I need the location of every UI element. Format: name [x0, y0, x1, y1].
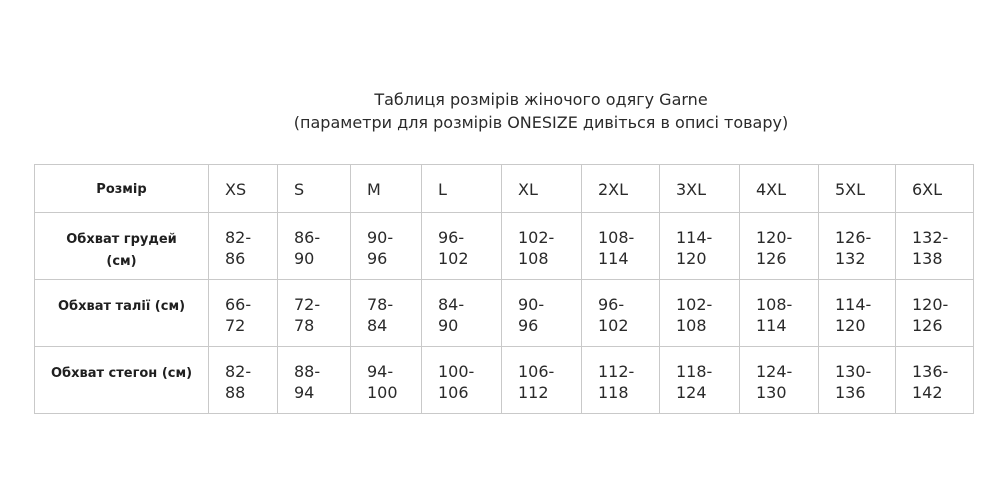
measurement-value-line: 114 [598, 249, 629, 268]
measurement-value-line: 106- [518, 362, 555, 381]
measurement-value-line: 126 [756, 249, 787, 268]
measurement-value-line: 120 [835, 316, 866, 335]
measurement-value-cell [209, 347, 278, 414]
measurement-value-line: 102- [518, 228, 555, 247]
measurement-value-line: 88 [225, 383, 246, 402]
measurement-value-line: 78 [294, 316, 315, 335]
measurement-value-cell [351, 347, 422, 414]
measurement-value-cell [660, 280, 740, 347]
measurement-value-cell [896, 280, 974, 347]
measurement-value-line: 90- [518, 295, 545, 314]
title-line-2: (параметри для розмірів ONESIZE дивіться в описі товару) [293, 113, 789, 132]
measurement-value-cell [502, 213, 582, 280]
measurement-value-line: 86 [225, 249, 246, 268]
measurement-value-cell [740, 347, 819, 414]
measurement-value-line: 96 [367, 249, 388, 268]
title-line-1: Таблиця розмірів жіночого одягу Garne [374, 90, 708, 109]
measurement-value-line: 102 [598, 316, 629, 335]
measurement-value-cell [819, 280, 896, 347]
measurement-value-cell [819, 213, 896, 280]
measurement-value-line: 90 [438, 316, 459, 335]
measurement-value-line: 136- [912, 362, 949, 381]
size-header-label: Розмір [35, 165, 209, 213]
measurement-value-cell [422, 347, 502, 414]
measurement-value-line: 120 [676, 249, 707, 268]
measurement-value-cell [351, 213, 422, 280]
measurement-value-cell [660, 213, 740, 280]
measurement-value-line: 66- [225, 295, 252, 314]
table-row [35, 213, 974, 280]
size-header-cell: 2XL [582, 165, 660, 213]
measurement-value-line: 136 [835, 383, 866, 402]
measurement-value-line: 96- [438, 228, 465, 247]
measurement-value-line: 126 [912, 316, 943, 335]
measurement-label-line: Обхват грудей [66, 232, 177, 247]
measurement-value-line: 84- [438, 295, 465, 314]
measurement-label-line: Обхват стегон (см) [50, 366, 193, 381]
table-title [0, 88, 1000, 134]
measurement-value-cell [278, 213, 351, 280]
measurement-value-cell [422, 280, 502, 347]
measurement-value-line: 82- [225, 362, 252, 381]
size-header-cell: L [422, 165, 502, 213]
size-header-cell: 4XL [740, 165, 819, 213]
measurement-value-line: 102- [676, 295, 713, 314]
measurement-value-line: 82- [225, 228, 252, 247]
measurement-label-line: Обхват талії (см) [57, 299, 186, 314]
measurement-value-cell [351, 280, 422, 347]
measurement-value-line: 108 [676, 316, 707, 335]
measurement-value-cell [502, 280, 582, 347]
measurement-value-line: 124- [756, 362, 793, 381]
measurement-value-line: 96- [598, 295, 625, 314]
size-chart-table [34, 164, 974, 414]
measurement-value-cell [582, 213, 660, 280]
measurement-value-line: 124 [676, 383, 707, 402]
measurement-value-line: 126- [835, 228, 872, 247]
measurement-value-line: 120- [912, 295, 949, 314]
measurement-value-cell [209, 280, 278, 347]
size-header-cell: 3XL [660, 165, 740, 213]
size-header-cell: S [278, 165, 351, 213]
measurement-value-line: 142 [912, 383, 943, 402]
measurement-value-line: 72- [294, 295, 321, 314]
measurement-value-line: 102 [438, 249, 469, 268]
measurement-value-cell [278, 280, 351, 347]
measurement-value-cell [740, 280, 819, 347]
measurement-value-cell [422, 213, 502, 280]
measurement-value-line: 90- [367, 228, 394, 247]
measurement-value-line: 78- [367, 295, 394, 314]
table-row [35, 280, 974, 347]
measurement-value-line: 132 [835, 249, 866, 268]
measurement-value-line: 120- [756, 228, 793, 247]
measurement-value-line: 72 [225, 316, 246, 335]
measurement-value-line: 114- [676, 228, 713, 247]
measurement-value-cell [209, 213, 278, 280]
measurement-value-cell [502, 347, 582, 414]
measurement-value-line: 100- [438, 362, 475, 381]
table-row [35, 347, 974, 414]
measurement-label [35, 347, 209, 414]
measurement-value-line: 130 [756, 383, 787, 402]
measurement-value-line: 100 [367, 383, 398, 402]
measurement-value-line: 132- [912, 228, 949, 247]
measurement-value-cell [896, 347, 974, 414]
measurement-value-line: 108 [518, 249, 549, 268]
measurement-value-cell [278, 347, 351, 414]
measurement-label-line: (см) [106, 254, 137, 269]
size-header-cell: M [351, 165, 422, 213]
measurement-value-line: 94- [367, 362, 394, 381]
table-header-row [35, 165, 974, 213]
measurement-value-line: 138 [912, 249, 943, 268]
measurement-value-cell [582, 347, 660, 414]
measurement-label [35, 280, 209, 347]
measurement-value-line: 88- [294, 362, 321, 381]
measurement-value-line: 96 [518, 316, 539, 335]
measurement-value-line: 108- [598, 228, 635, 247]
measurement-value-line: 86- [294, 228, 321, 247]
measurement-label [35, 213, 209, 280]
measurement-value-line: 90 [294, 249, 315, 268]
measurement-value-line: 112 [518, 383, 549, 402]
measurement-value-line: 118- [676, 362, 713, 381]
size-header-cell: XL [502, 165, 582, 213]
size-header-cell: XS [209, 165, 278, 213]
measurement-value-line: 84 [367, 316, 388, 335]
measurement-value-cell [582, 280, 660, 347]
measurement-value-line: 114- [835, 295, 872, 314]
measurement-value-line: 130- [835, 362, 872, 381]
measurement-value-cell [660, 347, 740, 414]
measurement-value-line: 118 [598, 383, 629, 402]
measurement-value-line: 114 [756, 316, 787, 335]
measurement-value-line: 106 [438, 383, 469, 402]
measurement-value-cell [740, 213, 819, 280]
measurement-value-cell [896, 213, 974, 280]
measurement-value-line: 94 [294, 383, 315, 402]
size-header-cell: 6XL [896, 165, 974, 213]
measurement-value-cell [819, 347, 896, 414]
measurement-value-line: 112- [598, 362, 635, 381]
measurement-value-line: 108- [756, 295, 793, 314]
size-header-cell: 5XL [819, 165, 896, 213]
